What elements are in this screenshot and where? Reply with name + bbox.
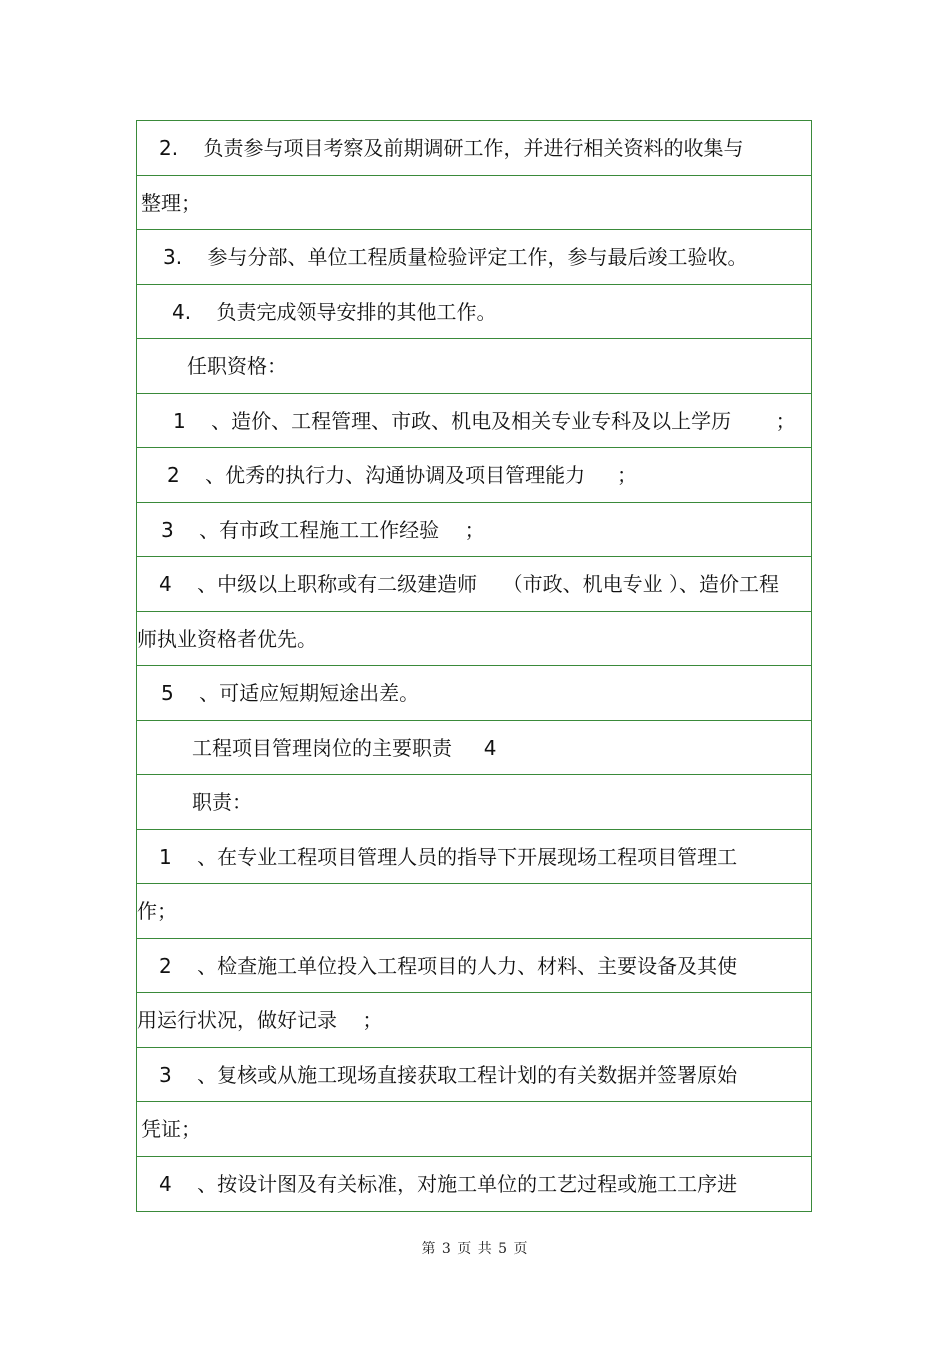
row-text: 作； (137, 899, 177, 923)
row-text: 4 、中级以上职称或有二级建造师 （市政、机电专业 ）、造价工程 (159, 572, 779, 596)
row-text: 2. 负责参与项目考察及前期调研工作，并进行相关资料的收集与 (159, 136, 744, 160)
row-text: 1 、造价、工程管理、市政、机电及相关专业专科及以上学历 ； (173, 408, 796, 433)
row-text: 职责： (192, 790, 252, 814)
table-row (137, 1102, 811, 1157)
table-row (137, 612, 811, 667)
table-row (137, 394, 811, 449)
row-text: 师执业资格者优先。 (137, 626, 317, 651)
row-text: 4 、按设计图及有关标准，对施工单位的工艺过程或施工工序进 (159, 1171, 738, 1196)
page-number-footer: 第 3 页 共 5 页 (421, 1241, 529, 1257)
row-text: 凭证； (141, 1117, 201, 1141)
table-row (137, 775, 811, 830)
table-row (137, 557, 811, 612)
table-row (137, 176, 811, 231)
row-text: 工程项目管理岗位的主要职责 4 (192, 735, 497, 760)
row-text: 整理； (141, 190, 201, 215)
table-row (137, 448, 811, 503)
table-row (137, 121, 811, 176)
row-text: 2 、优秀的执行力、沟通协调及项目管理能力 ； (167, 463, 637, 487)
table-row (137, 884, 811, 939)
row-text: 用运行状况，做好记录 ； (137, 1008, 383, 1032)
row-text: 3. 参与分部、单位工程质量检验评定工作，参与最后竣工验收。 (163, 245, 748, 269)
table-row (137, 230, 811, 285)
table-row (137, 830, 811, 885)
table-row (137, 1157, 811, 1212)
table-row (137, 503, 811, 558)
document-table (136, 120, 812, 1212)
row-text: 2 、检查施工单位投入工程项目的人力、材料、主要设备及其使 (159, 953, 738, 978)
table-row (137, 721, 811, 776)
table-row (137, 993, 811, 1048)
table-row (137, 939, 811, 994)
row-text: 任职资格： (187, 354, 287, 378)
row-text: 3 、有市政工程施工工作经验 ； (161, 517, 485, 542)
row-text: 4. 负责完成领导安排的其他工作。 (172, 299, 497, 324)
row-text: 3 、复核或从施工现场直接获取工程计划的有关数据并签署原始 (159, 1062, 738, 1087)
row-text: 5 、可适应短期短途出差。 (161, 681, 420, 705)
table-row (137, 666, 811, 721)
table-row (137, 285, 811, 340)
row-text: 1 、在专业工程项目管理人员的指导下开展现场工程项目管理工 (159, 844, 738, 869)
table-row (137, 339, 811, 394)
table-row (137, 1048, 811, 1103)
